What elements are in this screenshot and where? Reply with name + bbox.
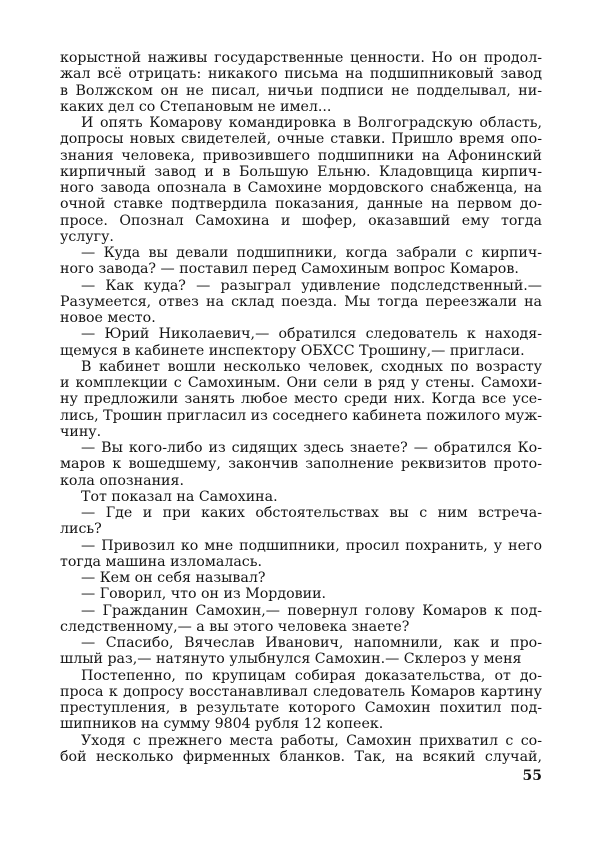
text-line: Постепенно, по крупицам собирая доказательства, от до- xyxy=(81,667,542,684)
text-line: преступления, в результате которого Самохин похитил под- xyxy=(60,700,542,716)
text-line: чину. xyxy=(60,423,102,440)
text-line: — Говорил, что он из Мордовии. xyxy=(81,586,327,603)
body-text xyxy=(60,50,542,765)
text-line: В кабинет вошли несколько человек, сходных по возрасту xyxy=(81,358,542,375)
text-line: щемуся в кабинете инспектору ОБХСС Трошину,— пригласи. xyxy=(60,342,525,359)
text-line: — Спасибо, Вячеслав Иванович, напомнили, как и про- xyxy=(81,635,542,651)
text-line: — Юрий Николаевич,— обратился следователь к находя- xyxy=(81,326,542,343)
text-line: Тот показал на Самохина. xyxy=(81,488,278,505)
text-line: И опять Комарову командировка в Волгоградскую область, xyxy=(81,115,542,131)
text-line: шипников на сумму 9804 рубля 12 копеек. xyxy=(60,716,384,733)
text-line: услугу. xyxy=(60,228,114,245)
text-line: знания человека, привозившего подшипники на Афонинский xyxy=(60,147,542,164)
text-line: следственному,— а вы этого человека знаете? xyxy=(60,618,410,635)
text-line: проса к допросу восстанавливал следователь Комаров картину xyxy=(60,683,542,700)
text-line: маров к вошедшему, закончив заполнение реквизитов прото- xyxy=(60,456,542,473)
text-line: — Кем он себя называл? xyxy=(81,570,266,586)
text-line: корыстной наживы государственные ценности. Но он продол- xyxy=(60,50,542,66)
text-line: в Волжском он не писал, ничьи подписи не подделывал, ни- xyxy=(60,82,542,99)
text-line: шлый раз,— натянуто улыбнулся Самохин.— Склероз у меня xyxy=(60,651,522,668)
text-line: бой несколько фирменных бланков. Так, на всякий случай, xyxy=(60,748,542,765)
text-line: — Где и при каких обстоятельствах вы с ним встреча- xyxy=(81,505,542,521)
text-line: ного завода? — поставил перед Самохиным вопрос Комаров. xyxy=(60,261,519,278)
text-line: Разумеется, отвез на склад поезда. Мы тогда переезжали на xyxy=(60,293,542,310)
text-line: — Вы кого-либо из сидящих здесь знаете? — обратился Ко- xyxy=(81,440,542,456)
text-line: Уходя с прежнего места работы, Самохин прихватил с со- xyxy=(81,732,542,749)
text-line: новое место. xyxy=(60,310,156,326)
text-line: допросы новых свидетелей, очные ставки. Пришло время опо- xyxy=(60,131,542,148)
text-line: — Гражданин Самохин,— повернул голову Комаров к под- xyxy=(81,602,542,619)
text-line: жал всё отрицать: никакого письма на подшипниковый завод xyxy=(60,66,542,83)
text-line: кирпичный завод и в Большую Ельню. Кладовщица кирпич- xyxy=(60,163,542,180)
text-line: каких дел со Степановым не имел... xyxy=(60,98,332,115)
text-line: очной ставке подтвердила показания, данные на первом до- xyxy=(60,196,542,213)
page-number: 55 xyxy=(522,768,542,784)
text-line: — Куда вы девали подшипники, когда забрали с кирпич- xyxy=(81,245,542,261)
text-line: просе. Опознал Самохина и шофер, оказавший ему тогда xyxy=(60,212,542,229)
text-line: — Привозил ко мне подшипники, просил похранить, у него xyxy=(81,537,542,554)
text-line: кола опознания. xyxy=(60,472,184,489)
text-line: тогда машина изломалась. xyxy=(60,553,262,570)
text-line: ну предложили занять любое место среди них. Когда все усе- xyxy=(60,391,542,408)
text-line: и комплекции с Самохиным. Они сели в ряд у стены. Самохи- xyxy=(60,375,542,391)
text-line: — Как куда? — разыграл удивление подследственный.— xyxy=(81,277,542,294)
text-line: лись? xyxy=(60,521,102,538)
text-line: лись, Трошин пригласил из соседнего кабинета пожилого муж- xyxy=(60,407,543,424)
text-line: ного завода опознала в Самохине мордовского снабженца, на xyxy=(60,180,542,196)
